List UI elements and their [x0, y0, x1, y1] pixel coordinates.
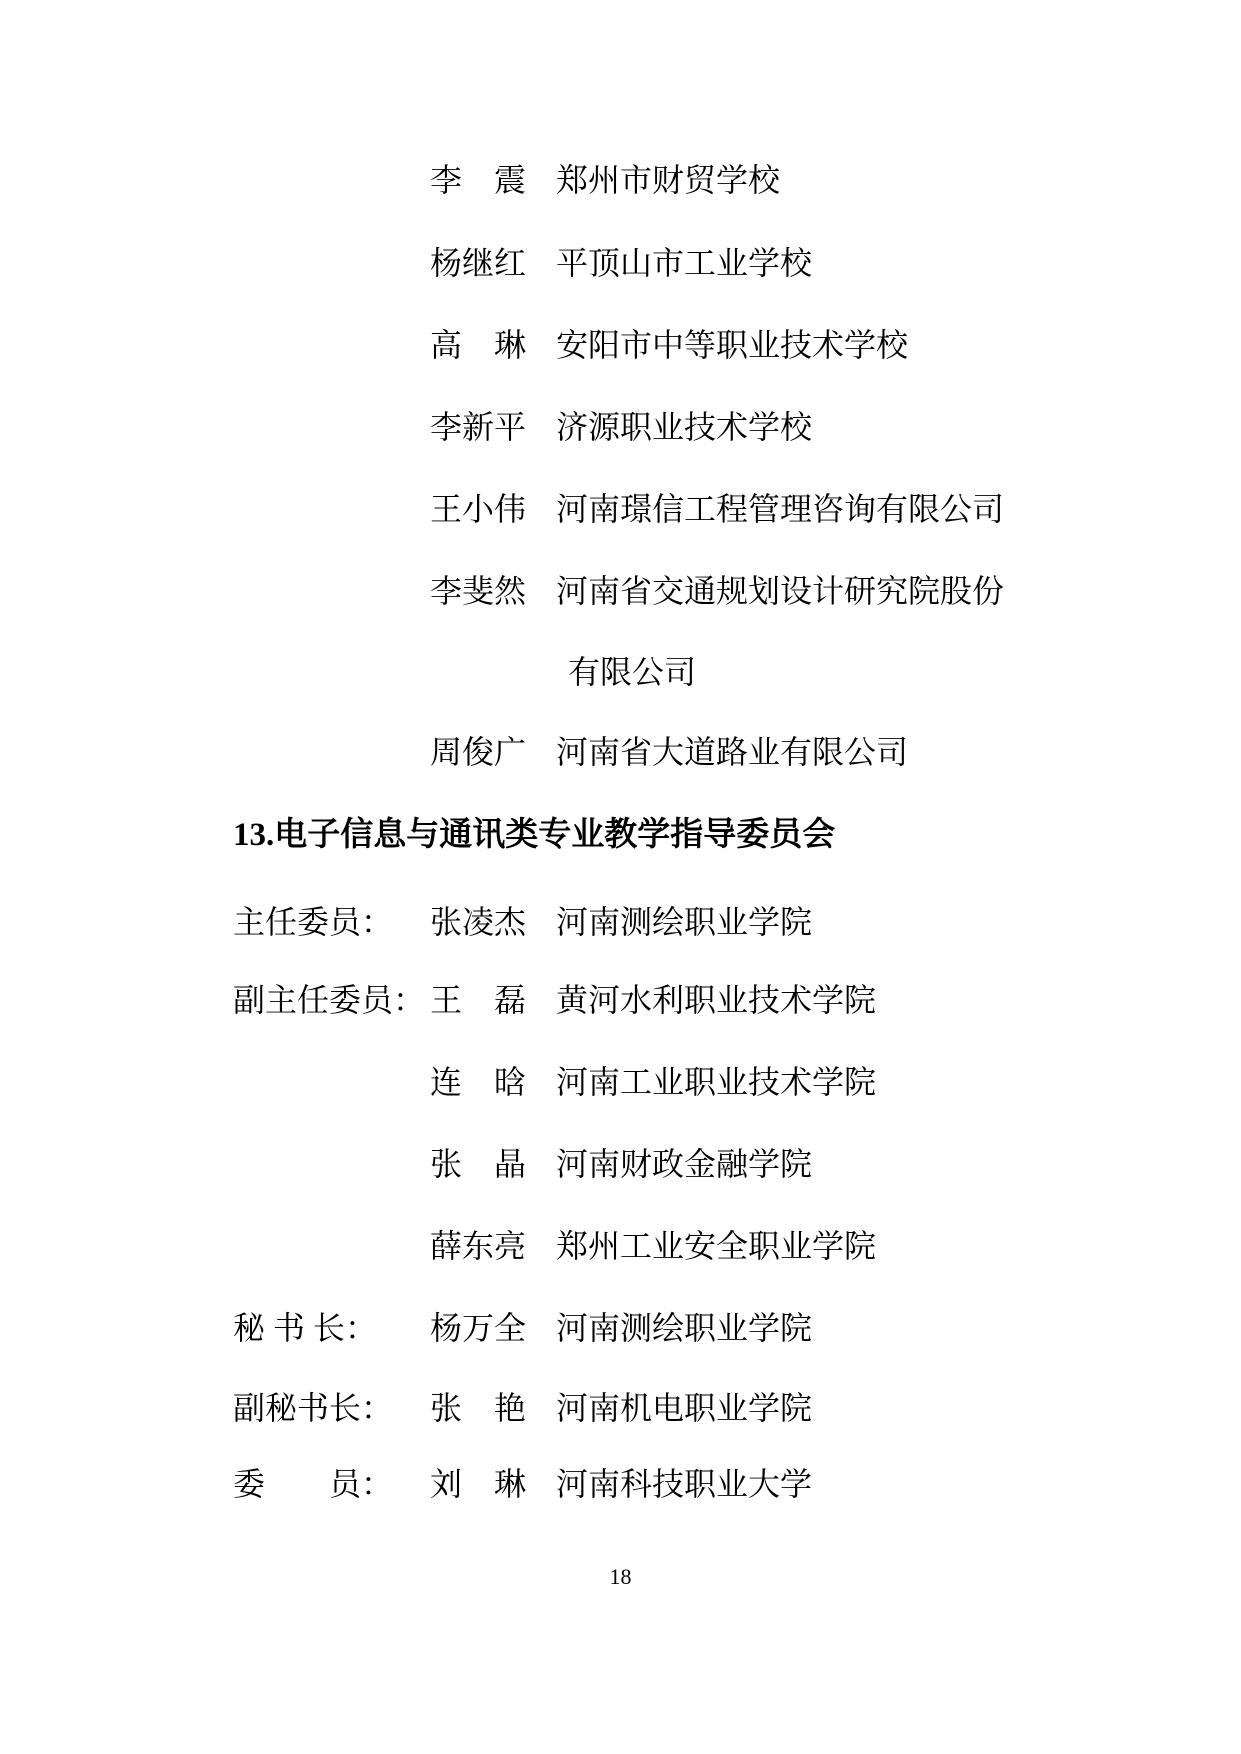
member-org: 黄河水利职业技术学院 [556, 982, 877, 1018]
role-label: 委 员： [233, 1466, 394, 1502]
member-org: 平顶山市工业学校 [556, 245, 813, 281]
committee-row [0, 980, 1241, 1020]
committee-row [0, 1388, 1241, 1428]
role-label: 副主任委员： [233, 982, 426, 1018]
member-org: 河南财政金融学院 [556, 1146, 813, 1182]
member-org: 河南测绘职业学院 [556, 1310, 813, 1346]
member-name: 王小伟 [430, 491, 527, 527]
member-name: 刘 琳 [430, 1466, 527, 1502]
member-org: 河南省大道路业有限公司 [556, 734, 909, 770]
member-name: 张 艳 [430, 1390, 527, 1426]
member-org-wrap-line [0, 652, 1241, 692]
member-org: 安阳市中等职业技术学校 [556, 327, 909, 363]
member-name: 杨继红 [430, 245, 527, 281]
committee-row [0, 1464, 1241, 1504]
member-org: 济源职业技术学校 [556, 409, 813, 445]
member-org: 河南机电职业学院 [556, 1390, 813, 1426]
role-label: 主任委员： [233, 904, 394, 940]
member-name: 薛东亮 [430, 1228, 527, 1264]
member-name: 高 琳 [430, 327, 527, 363]
member-name: 张 晶 [430, 1146, 527, 1182]
member-name: 李 震 [430, 162, 527, 198]
committee-row [0, 1144, 1241, 1184]
section-heading: 13.电子信息与通讯类专业教学指导委员会 [233, 817, 836, 853]
member-row [0, 732, 1241, 772]
member-row [0, 489, 1241, 529]
member-row [0, 243, 1241, 283]
member-name: 李新平 [430, 409, 527, 445]
role-label: 秘 书 长： [233, 1310, 378, 1346]
member-row [0, 325, 1241, 365]
member-org: 河南测绘职业学院 [556, 904, 813, 940]
member-name: 连 晗 [430, 1064, 527, 1100]
member-name: 张凌杰 [430, 904, 527, 940]
page-number: 18 [609, 1564, 632, 1589]
member-name: 杨万全 [430, 1310, 527, 1346]
member-org: 河南璟信工程管理咨询有限公司 [556, 491, 1005, 527]
member-row [0, 160, 1241, 200]
member-org: 郑州市财贸学校 [556, 162, 781, 198]
committee-row [0, 902, 1241, 942]
committee-row [0, 1308, 1241, 1348]
member-name: 王 磊 [430, 982, 527, 1018]
member-org: 郑州工业安全职业学院 [556, 1228, 877, 1264]
member-row [0, 407, 1241, 447]
member-org: 河南科技职业大学 [556, 1466, 813, 1502]
committee-row [0, 1226, 1241, 1266]
committee-row [0, 1062, 1241, 1102]
member-org: 河南省交通规划设计研究院股份 [556, 573, 1005, 609]
member-org: 河南工业职业技术学院 [556, 1064, 877, 1100]
member-row [0, 571, 1241, 611]
member-name: 李斐然 [430, 573, 527, 609]
member-name: 周俊广 [430, 734, 527, 770]
role-label: 副秘书长： [233, 1390, 394, 1426]
member-org-continued: 有限公司 [568, 654, 697, 690]
